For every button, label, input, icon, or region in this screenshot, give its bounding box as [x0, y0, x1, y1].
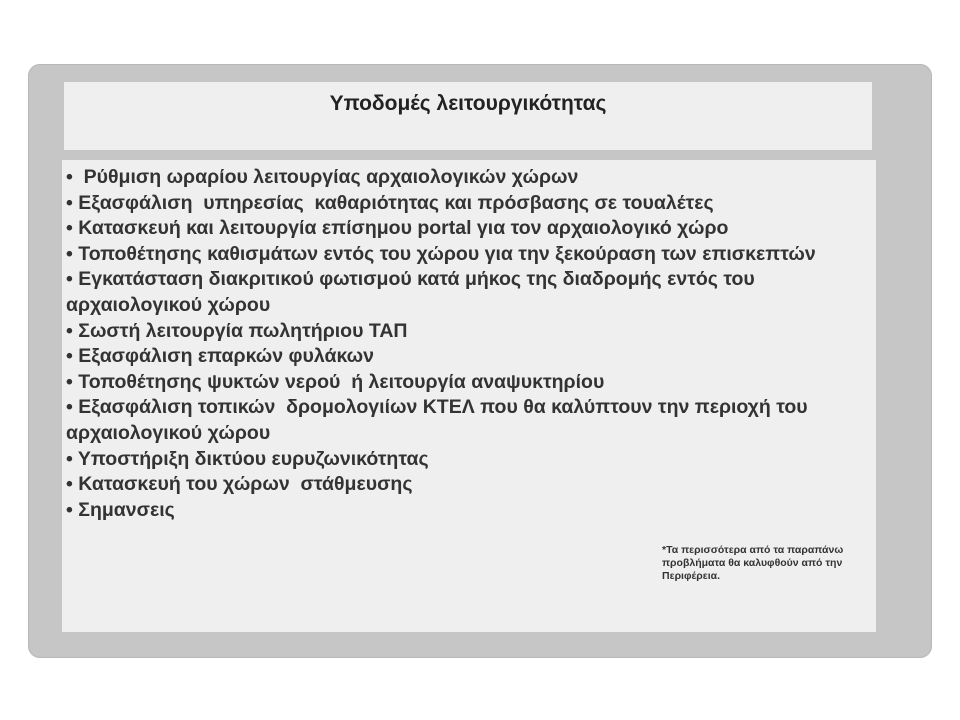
bullet-item: • Υποστήριξη δικτύου ευρυζωνικότητας: [66, 447, 429, 470]
bullet-item: • Κατασκευή και λειτουργία επίσημου portal για τον αρχαιολογικό χώρο: [66, 217, 729, 240]
bullet-item: • Εγκατάσταση διακριτικού φωτισμού κατά μήκος της διαδρομής εντός του αρχαιολογικού χώρου: [66, 268, 761, 316]
bullet-item: • Εξασφάλιση τοπικών δρομολογιίων ΚΤΕΛ που θα καλύπτουν την περιοχή του αρχαιολογικού χώρου: [66, 396, 814, 444]
title-box: [64, 82, 872, 150]
bullet-item: • Τοποθέτησης καθισμάτων εντός του χώρου για την ξεκούραση των επισκεπτών: [66, 242, 816, 265]
slide-title: Υποδομές λειτουργικότητας: [329, 92, 607, 115]
bullet-item: • Τοποθέτησης ψυκτών νερού ή λειτουργία αναψυκτηρίου: [66, 370, 605, 393]
content-box: [62, 160, 876, 632]
bullet-list: [66, 165, 866, 523]
bullet-item: • Σημανσεις: [66, 498, 175, 521]
bullet-item: • Σωστή λειτουργία πωλητήριου ΤΑΠ: [66, 319, 408, 342]
footnote: *Τα περισσότερα από τα παραπάνω προβλήματα θα καλυφθούν από την Περιφέρεια.: [662, 544, 844, 582]
bullet-item: • Κατασκευή του χώρων στάθμευσης: [66, 473, 413, 496]
bullet-item: • Ρύθμιση ωραρίου λειτουργίας αρχαιολογικών χώρων: [66, 166, 579, 188]
bullet-item: • Εξασφάλιση υπηρεσίας καθαριότητας και πρόσβασης σε τουαλέτες: [66, 191, 714, 214]
bullet-item: • Εξασφάλιση επαρκών φυλάκων: [66, 345, 374, 368]
